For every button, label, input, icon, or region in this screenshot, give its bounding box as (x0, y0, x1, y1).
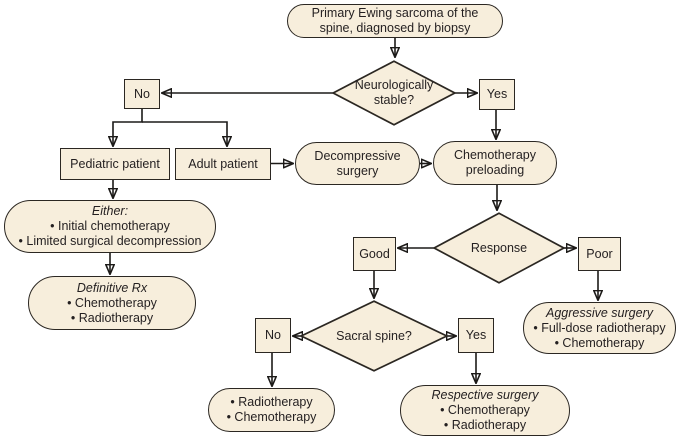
node-yes-neuro: Yes (479, 79, 515, 110)
node-start: Primary Ewing sarcoma of the spine, diagnosed by biopsy (287, 4, 503, 38)
node-poor: Poor (578, 237, 621, 271)
node-good: Good (353, 237, 396, 271)
arrow-no-to-adult (142, 122, 227, 146)
node-response (433, 212, 565, 284)
node-pediatric-patient: Pediatric patient (60, 148, 170, 180)
node-sacral-spine (300, 300, 448, 372)
node-yes-sacral: Yes (458, 318, 494, 353)
node-neurologically-stable (332, 60, 456, 126)
diamond-text: Sacral spine? (336, 328, 412, 343)
diamond-text: Response (470, 240, 528, 255)
diamond-text: Neurologically stable? (354, 78, 434, 107)
node-definitive-rx: Definitive Rx • Chemotherapy • Radiotherapy (28, 276, 196, 330)
node-either-options: Either: • Initial chemotherapy • Limited surgical decompression (4, 200, 216, 253)
node-radiotherapy-chemotherapy: • Radiotherapy • Chemotherapy (208, 388, 335, 432)
node-no-sacral: No (255, 318, 291, 353)
node-chemotherapy-preloading: Chemotherapy preloading (433, 141, 557, 185)
node-decompressive-surgery: Decompressive surgery (295, 142, 420, 185)
node-aggressive-surgery: Aggressive surgery • Full-dose radiotherapy • Chemotherapy (523, 302, 676, 354)
node-no-neuro: No (124, 79, 160, 109)
node-respective-surgery: Respective surgery • Chemotherapy • Radiotherapy (400, 385, 570, 436)
arrow-no-to-pediatric (113, 109, 142, 146)
node-adult-patient: Adult patient (175, 148, 271, 180)
